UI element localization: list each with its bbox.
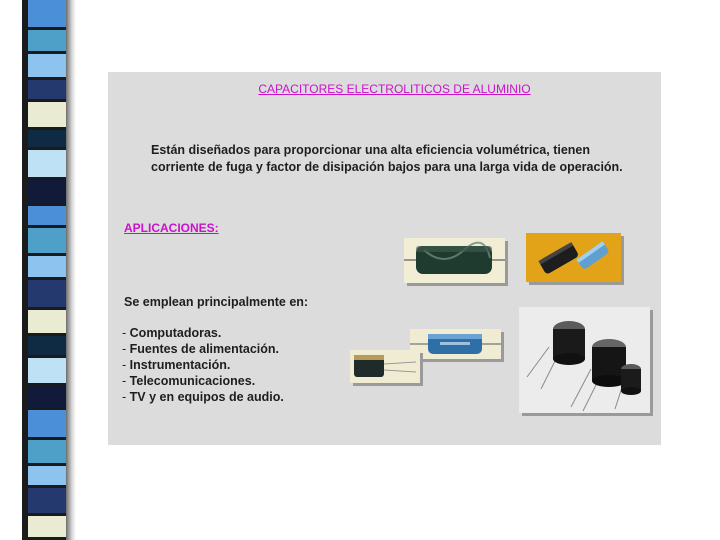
decorative-stripe [0,0,78,540]
stripe-block [28,80,66,102]
list-item: - Computadoras. [122,326,222,340]
stripe-block [28,336,66,358]
stripe-block [28,180,66,206]
list-item: - Fuentes de alimentación. [122,342,279,356]
stripe-shadow [66,0,76,540]
intro-paragraph: Están diseñados para proporcionar una alta eficiencia volumétrica, tienen corriente de fuga y factor de disipación bajos para una larga vida de operación. [151,143,623,174]
radial-capacitor-small-photo [350,350,420,383]
stripe-block [28,280,66,310]
stripe-block [28,358,66,386]
stripe-block [28,386,66,410]
stripe-block [28,256,66,280]
stripe-block [28,410,66,440]
two-capacitors-on-yellow-photo [526,233,621,282]
stripe-block [28,516,66,540]
stripe-block [28,150,66,180]
list-item: - Instrumentación. [122,358,231,372]
stripe-block [28,130,66,150]
used-in-intro: Se emplean principalmente en: [124,295,309,309]
stripe-block [28,228,66,256]
stripe-block [28,440,66,466]
stripe-block [28,206,66,228]
stripe-blocks [28,0,66,540]
blue-axial-capacitor-photo [410,329,501,359]
axial-capacitor-dark-green-photo [404,238,505,283]
slide-panel [108,72,661,445]
stripe-block [28,310,66,336]
applications-heading: APLICACIONES: [124,221,219,235]
stripe-block [28,54,66,80]
stripe-block [28,102,66,130]
radial-capacitors-group-photo [519,307,650,413]
list-item: - TV y en equipos de audio. [122,390,284,404]
applications-list [122,325,284,405]
stripe-block [28,30,66,54]
stripe-block [28,466,66,488]
stripe-block [28,488,66,516]
slide-title: CAPACITORES ELECTROLITICOS DE ALUMINIO [258,82,531,96]
list-item: - Telecomunicaciones. [122,374,256,388]
stripe-block [28,0,66,30]
